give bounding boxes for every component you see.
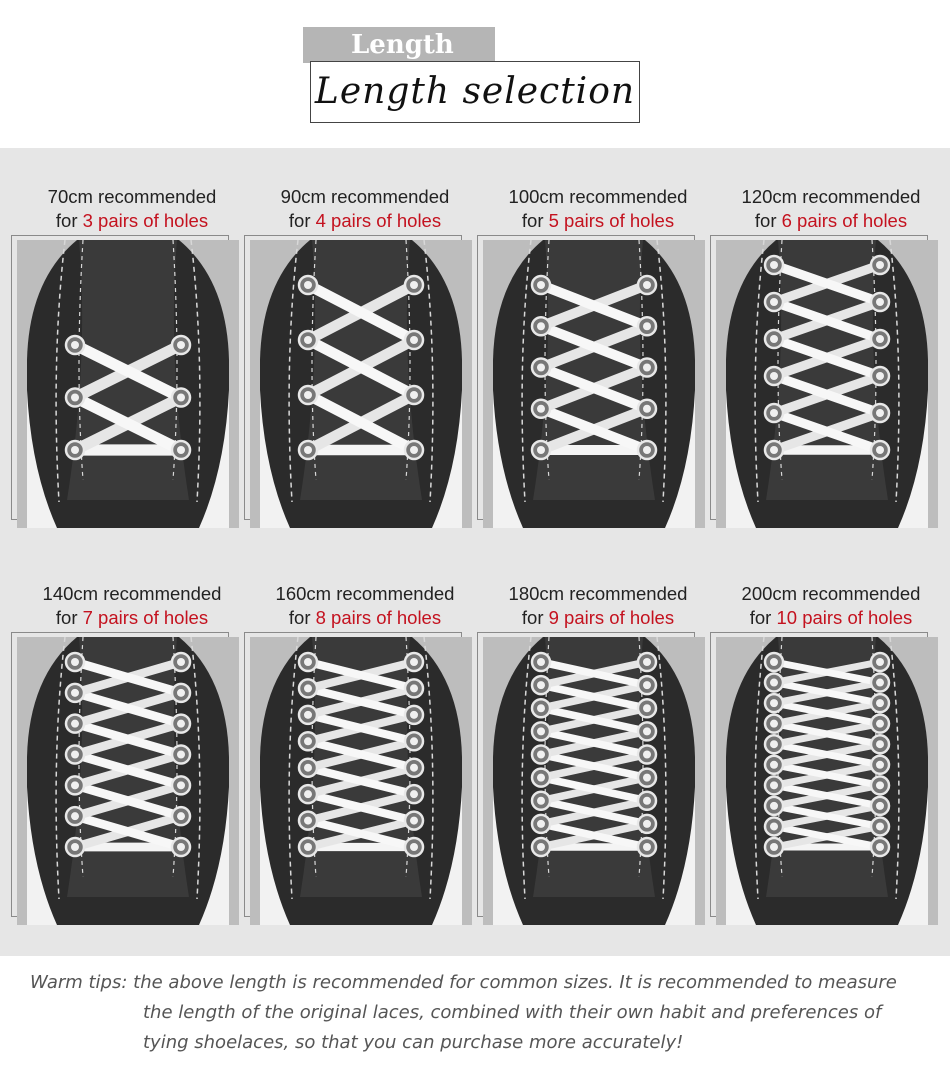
holes-prefix: for bbox=[55, 210, 83, 231]
holes-label bbox=[483, 209, 713, 233]
warm-tips bbox=[30, 968, 930, 1058]
shoe-lacing-image bbox=[483, 240, 705, 528]
length-label: 140cm recommended bbox=[42, 583, 222, 604]
holes-label bbox=[250, 606, 480, 630]
shoe-lacing-image bbox=[716, 240, 938, 528]
shoe-lacing-image bbox=[250, 637, 472, 925]
length-label: 70cm recommended bbox=[47, 186, 217, 207]
holes-prefix: for bbox=[55, 607, 83, 628]
holes-label bbox=[716, 606, 946, 630]
holes-label bbox=[17, 209, 247, 233]
shoe-lacing-image bbox=[483, 637, 705, 925]
shoe-lacing-image bbox=[17, 240, 239, 528]
shoe-lacing-image bbox=[716, 637, 938, 925]
length-label: 120cm recommended bbox=[741, 186, 921, 207]
holes-count: 4 pairs of holes bbox=[315, 210, 442, 231]
shoe-lacing-image bbox=[17, 637, 239, 925]
shoe-lacing-image bbox=[250, 240, 472, 528]
page-title: Length selection bbox=[310, 61, 640, 123]
holes-label bbox=[483, 606, 713, 630]
holes-count: 7 pairs of holes bbox=[82, 607, 209, 628]
holes-count: 10 pairs of holes bbox=[776, 607, 913, 628]
holes-prefix: for bbox=[288, 210, 316, 231]
tips-line-1: Warm tips: the above length is recommended for common sizes. It is recommended to measure bbox=[30, 972, 897, 993]
holes-prefix: for bbox=[754, 210, 782, 231]
holes-count: 3 pairs of holes bbox=[82, 210, 209, 231]
holes-prefix: for bbox=[521, 210, 549, 231]
tips-line-3: tying shoelaces, so that you can purchase more accurately! bbox=[143, 1032, 684, 1053]
length-tag: Length bbox=[303, 27, 495, 63]
holes-count: 9 pairs of holes bbox=[548, 607, 675, 628]
holes-prefix: for bbox=[288, 607, 316, 628]
length-label: 200cm recommended bbox=[741, 583, 921, 604]
length-label: 180cm recommended bbox=[508, 583, 688, 604]
length-label: 90cm recommended bbox=[280, 186, 450, 207]
length-label: 100cm recommended bbox=[508, 186, 688, 207]
holes-count: 5 pairs of holes bbox=[548, 210, 675, 231]
holes-count: 6 pairs of holes bbox=[781, 210, 908, 231]
holes-count: 8 pairs of holes bbox=[315, 607, 442, 628]
length-label: 160cm recommended bbox=[275, 583, 455, 604]
holes-label bbox=[716, 209, 946, 233]
holes-prefix: for bbox=[749, 607, 777, 628]
holes-label bbox=[17, 606, 247, 630]
tips-line-2: the length of the original laces, combined with their own habit and preferences of bbox=[143, 1002, 882, 1023]
holes-label bbox=[250, 209, 480, 233]
holes-prefix: for bbox=[521, 607, 549, 628]
